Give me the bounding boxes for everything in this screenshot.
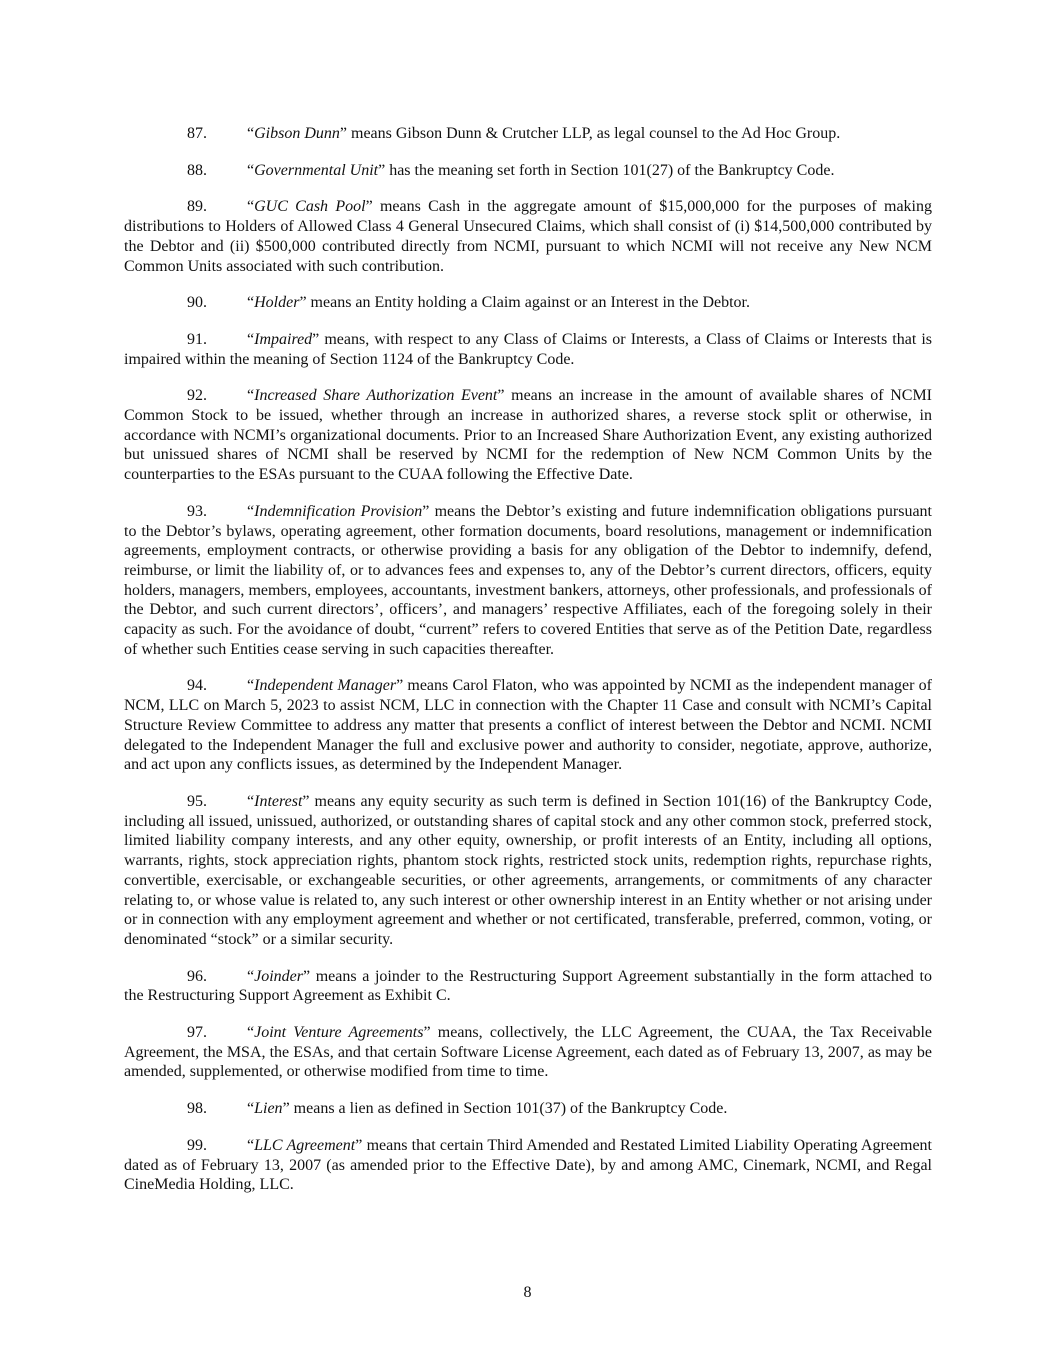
close-quote: ” bbox=[378, 161, 386, 179]
paragraph-number: 87. bbox=[187, 125, 207, 142]
definition-text: means Carol Flaton, who was appointed by NCMI as the independent manager of NCM, LLC on March 5, 2023 to assist NCM, LLC in connection with the Chapter 11 Case and consult with NCMI’s Capital Structure Review Committee to address any matter that presents a conflict of interest between the Debtor and NCMI. NCMI delegated to the Independent Manager the full and exclusive power and authority to consider, negotiate, approve, authorize, and act upon any conflicts issues, as determined by the Independent Manager. bbox=[124, 677, 933, 774]
defined-term: Interest bbox=[254, 792, 303, 810]
close-quote: ” bbox=[365, 198, 373, 216]
defined-term: Increased Share Authorization Event bbox=[254, 387, 498, 405]
close-quote: ” bbox=[396, 677, 404, 695]
close-quote: ” bbox=[312, 330, 320, 348]
paragraph-number: 96. bbox=[187, 967, 207, 985]
page-number: 8 bbox=[523, 1284, 532, 1301]
definition-text: means a lien as defined in Section 101(37) of the Bankruptcy Code. bbox=[289, 1100, 728, 1118]
paragraph-number: 91. bbox=[187, 330, 207, 348]
open-quote: “ bbox=[247, 1136, 255, 1154]
paragraph-number: 95. bbox=[187, 792, 207, 810]
definition-text: means that certain Third Amended and Restated Limited Liability Operating Agreement dated as of February 13, 2007 (as amended prior to the Effective Date), by and among AMC, Cinemark, NCMI, and Regal CineMedia Holding, LLC. bbox=[124, 1136, 933, 1194]
definition-text: has the meaning set forth in Section 101(27) of the Bankruptcy Code. bbox=[385, 161, 835, 179]
open-quote: “ bbox=[247, 198, 255, 216]
defined-term: Joinder bbox=[254, 967, 303, 985]
definition-paragraph bbox=[124, 502, 932, 660]
open-quote: “ bbox=[247, 502, 255, 520]
definition-text: means any equity security as such term is defined in Section 101(16) of the Bankruptcy Code, including all issued, unissued, authorized, or outstanding shares of capital stock and any other common stock, preferred stock, limited liability company interests, and any other equity, ownership, or profit interests of an Entity, including all options, warrants, rights, stock appreciation rights, phantom stock rights, restricted stock units, redemption rights, repurchase rights, convertible, exercisable, or exchangeable securities, or other agreements, arrangements, or commitments of any character relating to, or whose value is related to, any such interest or other ownership interest in an Entity whether or not arising under or in connection with any employment agreement and whether or not certificated, transferable, preferred, common, voting, or denominated “stock” or a similar security. bbox=[124, 792, 932, 948]
open-quote: “ bbox=[247, 294, 255, 312]
definition-text: means an increase in the amount of available shares of NCMI Common Stock to be issued, whether through an increase in authorized shares, a reverse stock split or otherwise, in accordance with NCMI’s organizational documents. Prior to an Increased Share Authorization Event, any existing authorized but unissued shares of NCMI shall be reserved by NCMI for the redemption of New NCM Common Units by the counterparties to the ESAs pursuant to the CUAA following the Effective Date. bbox=[124, 387, 933, 484]
defined-term: Independent Manager bbox=[254, 677, 397, 695]
definition-paragraph bbox=[124, 386, 932, 485]
paragraph-number: 94. bbox=[187, 677, 207, 695]
defined-term: Gibson Dunn bbox=[254, 125, 340, 142]
defined-term: Holder bbox=[254, 294, 300, 312]
definition-paragraph bbox=[124, 676, 932, 775]
open-quote: “ bbox=[247, 677, 255, 695]
paragraph-number: 99. bbox=[187, 1136, 207, 1154]
open-quote: “ bbox=[247, 330, 255, 348]
definition-text: means an Entity holding a Claim against or an Interest in the Debtor. bbox=[306, 294, 750, 312]
defined-term: Lien bbox=[254, 1100, 283, 1118]
paragraph-number: 93. bbox=[187, 502, 207, 520]
document-page bbox=[124, 124, 932, 1212]
close-quote: ” bbox=[497, 387, 505, 405]
close-quote: ” bbox=[355, 1136, 363, 1154]
open-quote: “ bbox=[247, 1024, 255, 1042]
definition-text: means a joinder to the Restructuring Support Agreement substantially in the form attached to the Restructuring Support Agreement as Exhibit C. bbox=[124, 967, 932, 1005]
close-quote: ” bbox=[302, 967, 311, 985]
paragraph-number: 92. bbox=[187, 387, 207, 405]
definition-text: means Cash in the aggregate amount of $15,000,000 for the purposes of making distributions to Holders of Allowed Class 4 General Unsecured Claims, which shall consist of (i) $14,500,000 contributed by the Debtor and (ii) $500,000 contributed directly from NCMI, pursuant to which NCMI will not receive any New NCM Common Units associated with such contribution. bbox=[124, 198, 932, 275]
close-quote: ” bbox=[299, 294, 307, 312]
paragraph-number: 98. bbox=[187, 1100, 207, 1118]
definition-paragraph bbox=[124, 161, 932, 181]
close-quote: ” bbox=[302, 792, 310, 810]
definition-paragraph bbox=[124, 1099, 932, 1119]
close-quote: ” bbox=[422, 502, 430, 520]
definition-paragraph bbox=[124, 330, 932, 369]
defined-term: GUC Cash Pool bbox=[254, 198, 366, 216]
open-quote: “ bbox=[247, 387, 255, 405]
definition-paragraph bbox=[124, 1023, 932, 1082]
open-quote: “ bbox=[247, 161, 255, 179]
definition-paragraph bbox=[124, 124, 932, 144]
open-quote: “ bbox=[247, 1100, 255, 1118]
definition-paragraph bbox=[124, 197, 932, 276]
close-quote: ” bbox=[339, 125, 347, 142]
paragraph-number: 88. bbox=[187, 161, 207, 179]
definition-text: means, with respect to any Class of Claims or Interests, a Class of Claims or Interests that is impaired within the meaning of Section 1124 of the Bankruptcy Code. bbox=[124, 330, 932, 368]
definition-paragraph bbox=[124, 293, 932, 313]
definition-paragraph bbox=[124, 967, 932, 1006]
defined-term: Governmental Unit bbox=[254, 161, 379, 179]
paragraph-number: 97. bbox=[187, 1024, 207, 1042]
defined-term: Indemnification Provision bbox=[254, 502, 423, 520]
defined-term: Impaired bbox=[254, 330, 313, 348]
open-quote: “ bbox=[247, 967, 255, 985]
definition-text: means, collectively, the LLC Agreement, the CUAA, the Tax Receivable Agreement, the MSA, the ESAs, and that certain Software License Agreement, each dated as of February 13, 2007, as may be amended, supplemented, or otherwise modified from time to time. bbox=[124, 1024, 933, 1081]
paragraph-number: 90. bbox=[187, 294, 207, 312]
open-quote: “ bbox=[247, 125, 255, 142]
defined-term: Joint Venture Agreements bbox=[254, 1024, 424, 1042]
definition-text: means Gibson Dunn & Crutcher LLP, as legal counsel to the Ad Hoc Group. bbox=[347, 125, 841, 142]
definition-text: means the Debtor’s existing and future indemnification obligations pursuant to the Debtor’s bylaws, operating agreement, other formation documents, board resolutions, management or indemnification agreements, employment contracts, or otherwise providing a basis for any obligation of the Debtor to indemnify, defend, reimburse, or limit the liability of, or to advances fees and expenses to, any of the Debtor’s current directors, officers, equity holders, managers, members, employees, accountants, investment bankers, attorneys, other professionals, and professionals of the Debtor, and such current directors’, officers’, and managers’ respective Affiliates, each of the foregoing solely in their capacity as such. For the avoidance of doubt, “current” refers to covered Entities that serve as of the Petition Date, regardless of whether such Entities cease serving in such capacities thereafter. bbox=[124, 502, 933, 658]
defined-term: LLC Agreement bbox=[254, 1136, 356, 1154]
definition-paragraph bbox=[124, 1136, 932, 1195]
close-quote: ” bbox=[423, 1024, 431, 1042]
open-quote: “ bbox=[247, 792, 255, 810]
definition-paragraph bbox=[124, 792, 932, 950]
paragraph-number: 89. bbox=[187, 198, 207, 216]
close-quote: ” bbox=[282, 1100, 290, 1118]
